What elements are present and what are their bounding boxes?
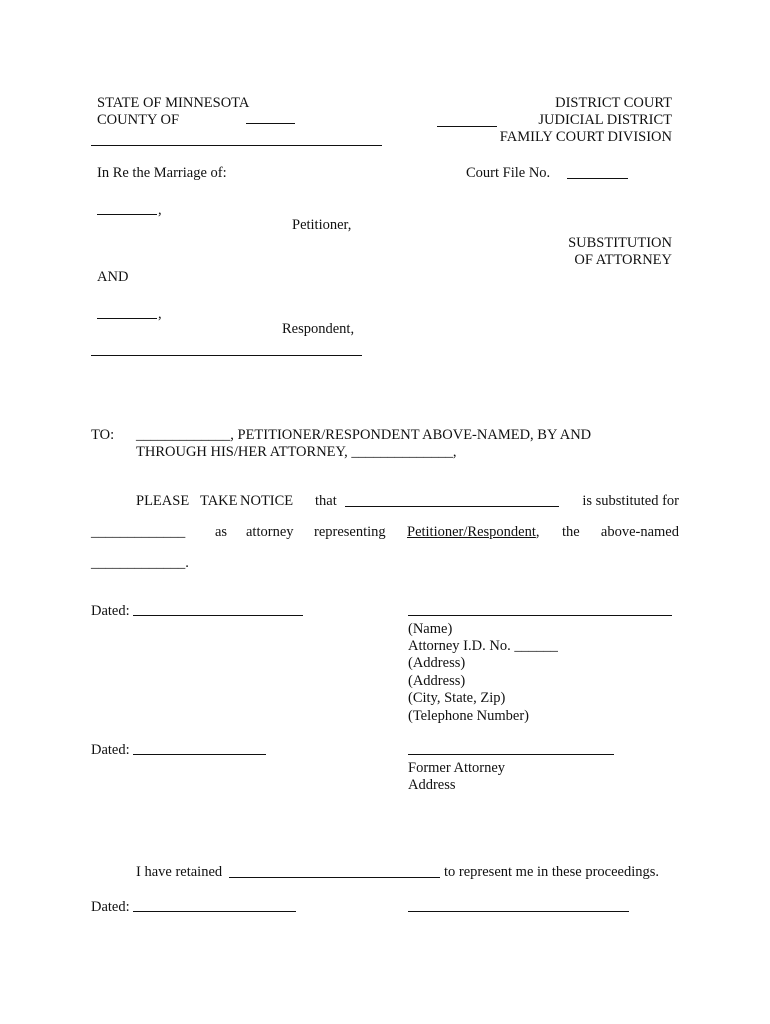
to-label: TO: [91, 427, 115, 443]
to-line-2-end: , [452, 444, 457, 460]
notice-word-please: PLEASE [136, 493, 190, 509]
dated-label-3: Dated: [91, 899, 130, 915]
notice-period: . [185, 555, 189, 571]
and-label: AND [97, 269, 129, 285]
respondent-label: Respondent, [282, 321, 355, 337]
former-attorney-label: Former Attorney [408, 760, 506, 776]
to-line-2 [136, 444, 457, 461]
former-attorney-blank[interactable]: _____________ [91, 524, 186, 540]
document-title-line1: SUBSTITUTION [568, 235, 672, 251]
court-heading: DISTRICT COURT [555, 95, 672, 111]
petitioner-label: Petitioner, [292, 217, 352, 233]
sig-address-2: (Address) [408, 673, 466, 689]
county-label: COUNTY OF [97, 112, 180, 128]
to-line-1 [136, 427, 591, 444]
document-title-line2: OF ATTORNEY [574, 252, 672, 268]
in-re-label: In Re the Marriage of: [97, 165, 227, 181]
notice-party-type [407, 524, 540, 541]
retained-attorney-blank[interactable] [229, 865, 440, 878]
caption-rule-top [91, 145, 382, 146]
petitioner-name-blank[interactable] [97, 202, 157, 215]
petitioner-comma: , [158, 202, 162, 218]
court-file-label: Court File No. [466, 165, 551, 181]
notice-line-3 [91, 555, 189, 572]
dated-label-1: Dated: [91, 603, 130, 619]
dated-blank-3[interactable] [133, 899, 296, 912]
to-party-blank[interactable]: _____________ [136, 427, 231, 443]
sig-address-1: (Address) [408, 655, 466, 671]
respondent-comma: , [158, 306, 162, 322]
notice-word-notice: NOTICE [240, 493, 294, 509]
court-file-number-blank[interactable] [567, 166, 628, 179]
notice-word-attorney: attorney [246, 524, 294, 540]
notice-word-above-named: above-named [600, 524, 679, 540]
district-number-blank[interactable] [437, 114, 497, 127]
sig-telephone: (Telephone Number) [408, 708, 529, 724]
notice-word-the: the [562, 524, 580, 540]
notice-substituted-for: is substituted for [582, 493, 679, 509]
notice-word-as: as [215, 524, 228, 540]
notice-word-representing: representing [314, 524, 386, 540]
sig-attorney-id: Attorney I.D. No. ______ [408, 638, 558, 654]
to-line-2-text: THROUGH HIS/HER ATTORNEY, [136, 444, 352, 460]
dated-label-2: Dated: [91, 742, 130, 758]
retained-suffix: to represent me in these proceedings. [444, 864, 660, 880]
retained-prefix: I have retained [136, 864, 223, 880]
county-blank[interactable] [246, 111, 295, 124]
former-attorney-address: Address [408, 777, 456, 793]
dated-blank-2[interactable] [133, 742, 266, 755]
respondent-name-blank[interactable] [97, 306, 157, 319]
caption-rule-bottom [91, 355, 362, 356]
former-attorney-signature-line[interactable] [408, 754, 614, 755]
notice-word-take: TAKE [200, 493, 238, 509]
represented-party-blank[interactable]: _____________ [91, 555, 186, 571]
to-attorney-blank[interactable]: ______________ [351, 444, 453, 460]
party-type-underlined[interactable]: Petitioner/Respondent [407, 524, 536, 540]
party-type-comma: , [535, 524, 540, 540]
sig-city-state-zip: (City, State, Zip) [408, 690, 506, 706]
sig-name: (Name) [408, 621, 453, 637]
notice-word-that: that [315, 493, 337, 509]
dated-blank-1[interactable] [133, 603, 303, 616]
division-heading: FAMILY COURT DIVISION [499, 129, 672, 145]
state-heading: STATE OF MINNESOTA [97, 95, 250, 111]
client-signature-line[interactable] [408, 911, 629, 912]
new-attorney-blank[interactable] [345, 494, 559, 507]
to-line-1-text: , PETITIONER/RESPONDENT ABOVE-NAMED, BY AND [230, 427, 592, 443]
new-attorney-signature-line[interactable] [408, 615, 672, 616]
judicial-district-heading: JUDICIAL DISTRICT [538, 112, 672, 128]
